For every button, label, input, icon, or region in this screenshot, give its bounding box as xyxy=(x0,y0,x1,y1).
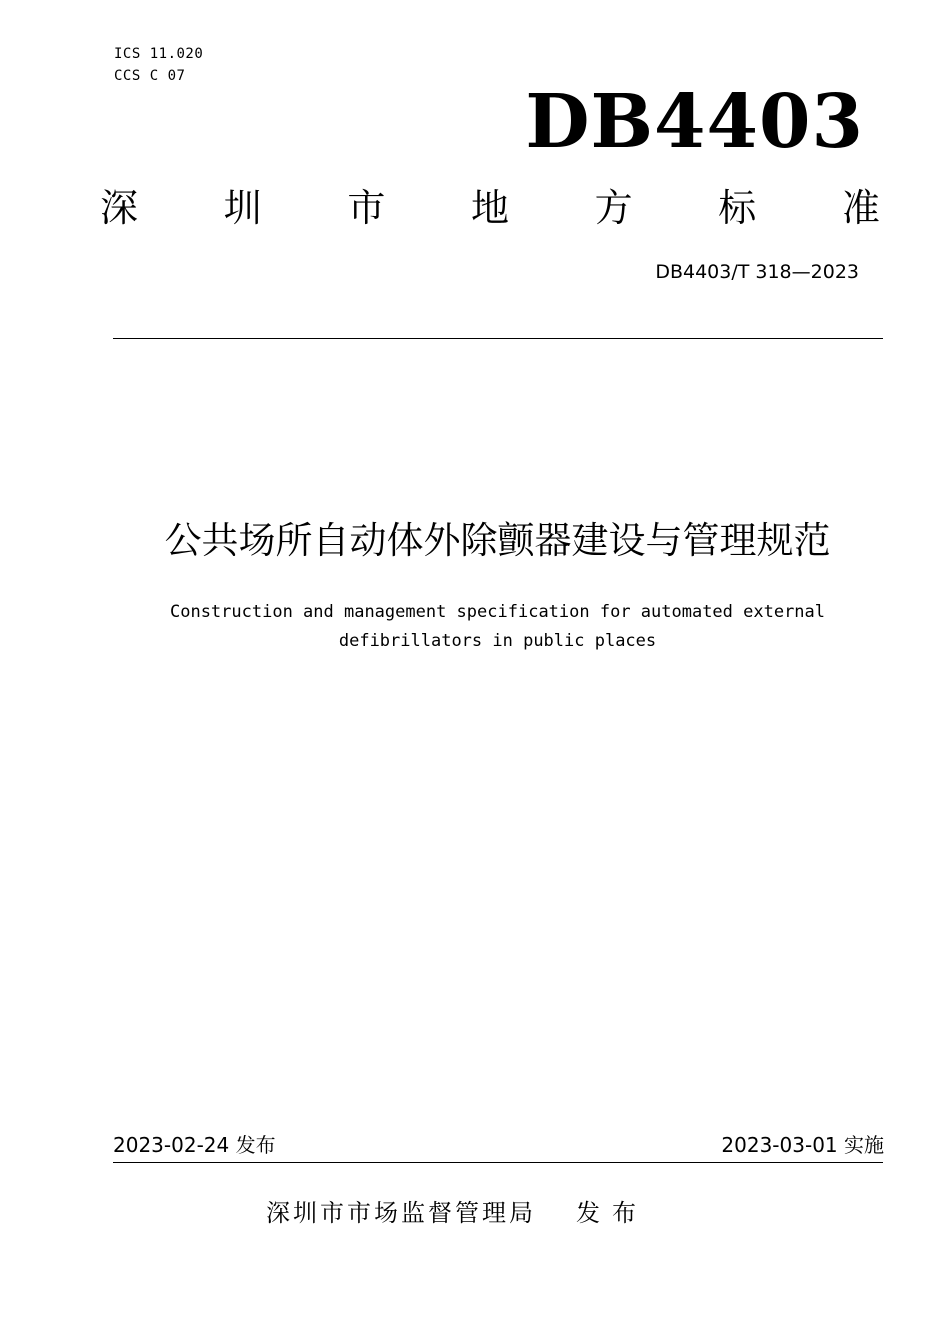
top-divider xyxy=(113,338,883,339)
document-title-english xyxy=(0,598,950,656)
bottom-divider xyxy=(113,1162,883,1163)
standard-number: DB4403/T 318—2023 xyxy=(655,261,859,283)
ics-code: ICS 11.020 xyxy=(114,46,204,62)
standard-type-char: 市 xyxy=(347,186,386,230)
english-title-line: defibrillators in public places xyxy=(338,631,657,651)
standard-type-char: 标 xyxy=(718,186,757,230)
document-title-chinese: 公共场所自动体外除颤器建设与管理规范 xyxy=(164,519,831,562)
implementation-date: 2023-03-01 实施 xyxy=(721,1133,884,1157)
standard-code: DB4403 xyxy=(525,79,864,165)
standard-type-char: 方 xyxy=(594,186,633,230)
standard-type-char: 地 xyxy=(470,186,509,230)
standard-type-char: 准 xyxy=(841,186,880,230)
standard-type-char: 圳 xyxy=(223,186,262,230)
standard-type xyxy=(100,184,880,232)
ccs-code: CCS C 07 xyxy=(114,68,186,84)
issuer-name: 深圳市市场监督管理局 xyxy=(266,1199,536,1227)
issuer-action: 发布 xyxy=(576,1199,648,1227)
standard-type-char: 深 xyxy=(100,186,139,230)
issuer xyxy=(266,1196,648,1230)
issue-date: 2023-02-24 发布 xyxy=(113,1133,276,1157)
english-title-line: Construction and management specification for automated external xyxy=(169,602,826,622)
